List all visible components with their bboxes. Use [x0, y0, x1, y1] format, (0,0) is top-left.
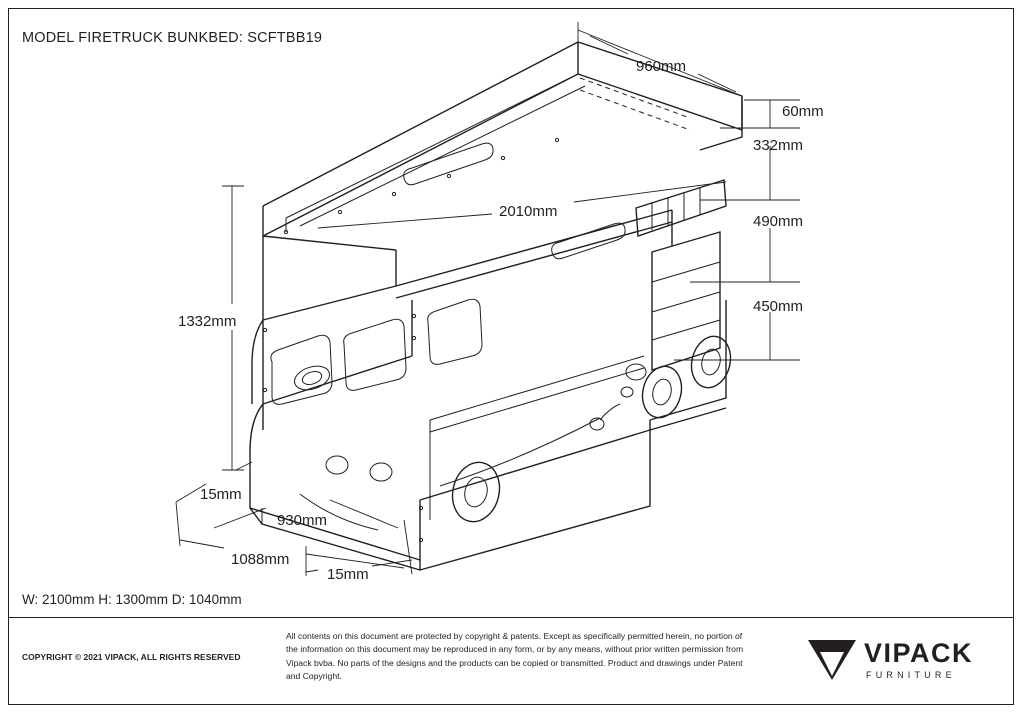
bunkbed-body: [250, 42, 742, 570]
footer-divider: [8, 617, 1014, 618]
page-title: MODEL FIRETRUCK BUNKBED: SCFTBB19: [22, 30, 323, 46]
vipack-logo: [806, 630, 986, 690]
dim-bed-length: 2010mm: [499, 203, 558, 220]
dim-right-middle: 490mm: [753, 213, 804, 230]
dim-right-lower: 450mm: [753, 298, 804, 315]
logo-wordmark: VIPACK: [864, 638, 974, 668]
dim-width-930: 930mm: [277, 512, 328, 529]
dim-width-1088: 1088mm: [231, 551, 290, 568]
logo-subtitle: FURNITURE: [866, 670, 956, 680]
overall-dimensions: W: 2100mm H: 1300mm D: 1040mm: [22, 592, 242, 607]
legal-text: All contents on this document are protected by copyright & patents. Except as specifically permitted herein, no portion of the information on this document may be reproduced in any form, or by any means, without prior written permission from Vipack bvba. No parts of the designs and the products can be copied or transmitted. Product and drawings under Patent and Copyright.: [286, 631, 744, 681]
v-chevron-logo-icon: [806, 636, 858, 682]
dimension-lines: [176, 22, 800, 576]
dim-top-length: 960mm: [636, 58, 687, 75]
copyright-notice: COPYRIGHT © 2021 VIPACK, ALL RIGHTS RESERVED: [22, 652, 241, 662]
dim-right-top-small: 60mm: [782, 103, 824, 120]
dim-total-height: 1332mm: [178, 313, 237, 330]
dim-depth-small-left: 15mm: [200, 486, 242, 503]
dim-depth-small-bottom: 15mm: [327, 566, 369, 583]
dim-right-upper: 332mm: [753, 137, 804, 154]
